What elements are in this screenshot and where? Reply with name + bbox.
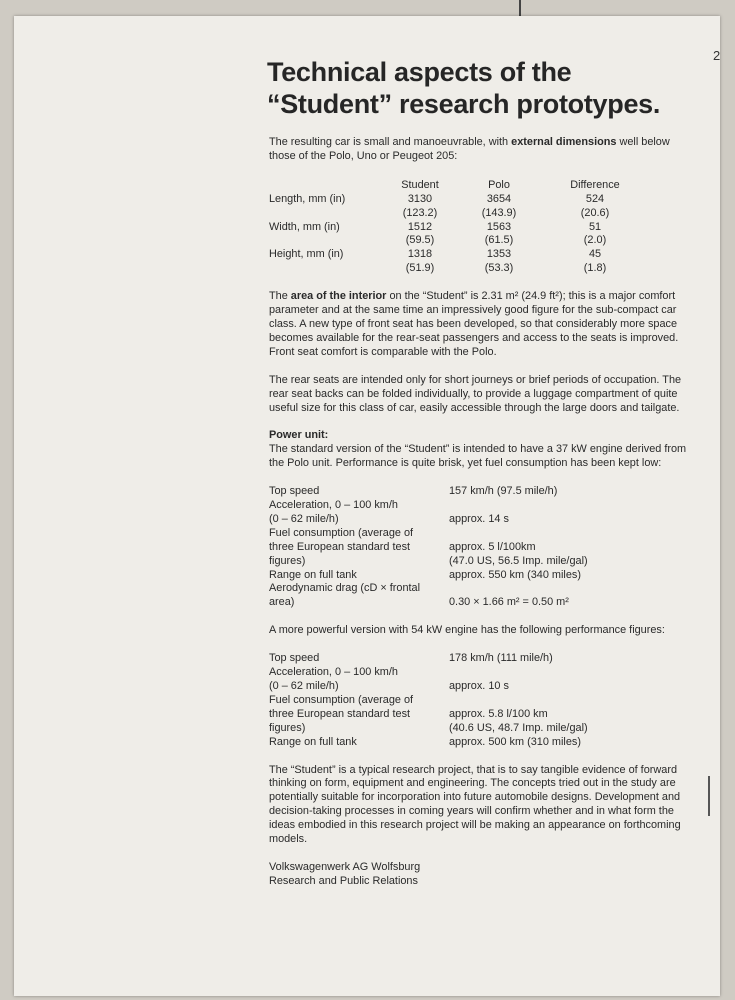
- spec-label: three European standard test: [269, 707, 411, 720]
- dimensions-cell: [269, 207, 387, 221]
- signature-line-2: Research and Public Relations: [269, 874, 418, 887]
- spec-label: Aerodynamic drag (cD × frontal: [269, 582, 421, 595]
- spec-label: three European standard test: [269, 540, 411, 553]
- spec-value: 0.30 × 1.66 m² = 0.50 m²: [449, 596, 569, 609]
- dimensions-cell: 1318: [407, 248, 433, 261]
- spec-value: (47.0 US, 56.5 Imp. mile/gal): [449, 554, 588, 567]
- spec-label: Fuel consumption (average of: [269, 526, 414, 539]
- intro-paragraph: The resulting car is small and manoeuvrable, with external dimensions well below those of the Polo, Uno or Peugeot 205:: [269, 136, 670, 162]
- spec-value: approx. 5 l/100km: [449, 540, 536, 553]
- dimensions-cell: 45: [588, 248, 602, 261]
- dimensions-cell: (1.8): [583, 262, 607, 275]
- dimensions-cell: Height, mm (in): [269, 248, 344, 261]
- spec-table-54kw: [269, 652, 689, 749]
- dimensions-cell: 524: [585, 192, 605, 205]
- signature-line-1: Volkswagenwerk AG Wolfsburg: [269, 860, 421, 873]
- dimensions-cell: (53.3): [484, 262, 514, 275]
- spec-value: (40.6 US, 48.7 Imp. mile/gal): [449, 721, 588, 734]
- dimensions-cell: (51.9): [405, 262, 435, 275]
- dimensions-cell: Width, mm (in): [269, 220, 340, 233]
- spec-value: [449, 666, 689, 680]
- spec-label: Top speed: [269, 652, 320, 665]
- dimensions-cell: (2.0): [583, 234, 607, 247]
- dimensions-cell: (20.6): [580, 206, 610, 219]
- page-title: [267, 56, 707, 120]
- document-page: [14, 16, 720, 996]
- spec-value: approx. 5.8 l/100 km: [449, 707, 548, 720]
- spec-table-37kw: [269, 485, 689, 610]
- spec-label: Range on full tank: [269, 568, 357, 581]
- spec-value: approx. 14 s: [449, 512, 509, 525]
- dimensions-cell: 3130: [407, 192, 433, 205]
- more-powerful-paragraph: A more powerful version with 54 kW engine has the following performance figures:: [269, 624, 665, 637]
- spec-value: 157 km/h (97.5 mile/h): [449, 485, 558, 498]
- spec-label: figures): [269, 721, 306, 734]
- rear-seats-paragraph: The rear seats are intended only for short journeys or brief periods of occupation. The rear seat backs can be folded individually, to provide a luggage compartment of quite useful size for this class of car, easily accessible through the large doors and tailgate.: [269, 373, 682, 414]
- spec-label: Range on full tank: [269, 735, 357, 748]
- dimensions-cell: [269, 234, 387, 248]
- interior-paragraph: The area of the interior on the “Student” is 2.31 m² (24.9 ft²); this is a major comfort parameter and at the same time an impressively good figure for the sub-compact car class. A new type of front seat has been developed, so that considerably more space becomes available for the rear-seat passengers and access to the seats is improved. Front seat comfort is comparable with the Polo.: [269, 290, 679, 358]
- spec-value: [449, 499, 689, 513]
- dimensions-header-cell: Difference: [570, 178, 620, 191]
- dimensions-cell: (123.2): [402, 206, 438, 219]
- dimensions-cell: (59.5): [405, 234, 435, 247]
- dimensions-cell: (61.5): [484, 234, 514, 247]
- dimensions-cell: 51: [588, 220, 602, 233]
- spec-label: Fuel consumption (average of: [269, 693, 414, 706]
- dimensions-header-cell: [269, 179, 387, 193]
- spec-value: approx. 10 s: [449, 680, 509, 692]
- spec-label: figures): [269, 554, 306, 567]
- dimensions-cell: Length, mm (in): [269, 192, 346, 205]
- body-text: [269, 136, 689, 889]
- conclusion-paragraph: The “Student” is a typical research project, that is to say tangible evidence of forward thinking on form, equipment and engineering. The concepts tried out in the study are potentially suitable for incorporation into future automobile designs. Development and decision-taking processes in coming years will confirm whether and in what form the ideas embodied in this research project will be making an appearance on forthcoming models.: [269, 763, 681, 846]
- dimensions-header-cell: Polo: [488, 178, 510, 191]
- spec-value: [449, 694, 689, 708]
- dimensions-cell: [269, 262, 387, 276]
- dimensions-cell: (143.9): [481, 206, 517, 219]
- power-unit-heading: Power unit:: [269, 429, 329, 442]
- page-number: 2: [713, 48, 721, 63]
- spec-value: [449, 527, 689, 541]
- spec-label: (0 – 62 mile/h): [269, 680, 339, 692]
- power-unit-paragraph: The standard version of the “Student” is intended to have a 37 kW engine derived from the Polo unit. Performance is quite brisk, yet fuel consumption has been kept low:: [269, 443, 687, 470]
- spec-value: 178 km/h (111 mile/h): [449, 652, 553, 665]
- spec-value: approx. 500 km (310 miles): [449, 735, 581, 748]
- title-line-2: “Student” research prototypes.: [267, 89, 661, 119]
- dimensions-cell: 1512: [407, 220, 433, 233]
- dimensions-cell: 1563: [486, 220, 512, 233]
- dimensions-cell: 3654: [486, 192, 512, 205]
- spec-value: [449, 582, 689, 596]
- spec-value: approx. 550 km (340 miles): [449, 568, 581, 581]
- title-line-1: Technical aspects of the: [267, 57, 572, 87]
- dimensions-table: [269, 179, 689, 276]
- dimensions-header-cell: Student: [401, 178, 439, 191]
- spec-label: (0 – 62 mile/h): [269, 512, 339, 525]
- spec-label: Acceleration, 0 – 100 km/h: [269, 499, 398, 512]
- spec-label: Acceleration, 0 – 100 km/h: [269, 666, 398, 679]
- spec-label: area): [269, 596, 295, 609]
- spec-label: Top speed: [269, 485, 320, 498]
- dimensions-cell: 1353: [486, 248, 512, 261]
